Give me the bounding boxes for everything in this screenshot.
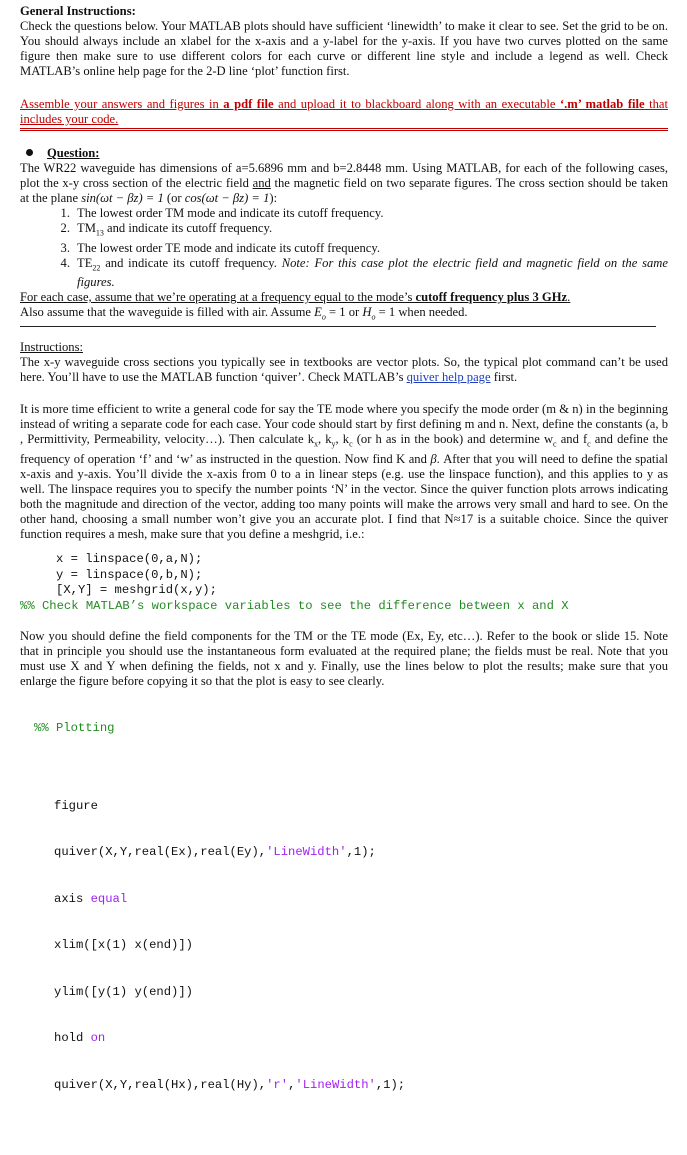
intro-text-2: the magnetic field on two separate figures. The cross section should be taken at the plane (20, 176, 668, 205)
intro-eq-sin: sin(ωt − βz) = 1 (81, 191, 164, 205)
code-line (54, 845, 668, 861)
intro-text-4: ): (269, 191, 278, 205)
method-text-h: . After that you will need to define the spatial x-axis and y-axis. You’ll divide the x-axis from 0 to a in linear steps (e.g. use the linspace function), and this applies to y as well. The linspace requires you to specify the number points ‘N’ in the vector. Since the quiver function plots arrows indicating both the magnitude and direction of the vector, adding too many points will make the arrows very small and hard to see. On the other hand, choosing a small number won’t give you an accurate plot. I find that N≈17 is a suitable choice. Since the quiver function requires a mesh, make sure that you define a meshgrid, i.e.: (20, 451, 669, 541)
code-token: quiver(X,Y,real(Ex),real(Ey), (54, 845, 267, 859)
air-note (20, 305, 668, 325)
general-section (20, 4, 668, 79)
method-section (20, 402, 668, 542)
assemble-pdf: a pdf file (223, 97, 274, 111)
sub-y: y (331, 439, 336, 449)
air-or: or (345, 305, 363, 320)
frequency-note (20, 290, 668, 305)
code-line: xlim([x(1) x(end)]) (54, 938, 193, 952)
code-token: hold (54, 1031, 91, 1045)
code-block-plotting (34, 690, 668, 1155)
method-paragraph (20, 402, 668, 542)
freq-text-3: . (567, 290, 571, 305)
sub-x: x (314, 439, 319, 449)
intro-text-3: (or (163, 191, 185, 205)
code-string: 'r' (266, 1077, 289, 1092)
instructions-heading: Instructions: (20, 340, 83, 354)
code-block-meshgrid (56, 552, 668, 599)
assemble-text-1: Assemble your answers and figures in (20, 97, 224, 111)
question-title: Question: (47, 146, 100, 160)
quiver-text-2: first. (490, 370, 518, 384)
question-section (20, 146, 668, 327)
question-title-row (20, 146, 668, 161)
method-text-c: , k (335, 432, 350, 446)
list-item (20, 241, 668, 256)
quiver-help-link[interactable]: quiver help page (406, 370, 491, 384)
code-comment: %% Check MATLAB’s workspace variables to see the difference between x and X (20, 599, 569, 613)
code-line: %% Plotting (34, 721, 115, 735)
assemble-note (20, 97, 668, 127)
code-line: [X,Y] = meshgrid(x,y); (56, 583, 217, 597)
freq-text-1: For each case, assume that we’re operating at a frequency equal to the mode’s (20, 290, 416, 305)
list-item (20, 256, 668, 291)
code-token: , (288, 1077, 296, 1092)
fields-paragraph: Now you should define the field components for the TM or the TE mode (Ex, Ey, etc…). Refer to the book or slide 15. Note that in principle you should use the instantaneous form evaluated at the required plane; the fields must be real. Note that you must use X and Y when defining the fields, not x and y. Finally, use the lines below to plot the results; make sure that you enlarge the figure before copying it so that the plot is easy to see clearly. (20, 629, 668, 688)
sub-c: c (553, 439, 557, 449)
code-token: ,1); (375, 1077, 406, 1092)
item-text (77, 256, 668, 291)
item-number: 2. (60, 221, 70, 235)
method-text-a: It is more time efficient to write a general code for say the TE mode where you specify the mode order (m & n) in the beginning instead of writing a separate code for each case. Your code should start by first defining m and n. Next, define the constants (a, b , Permittivity, Permeability, velocity…). Then calculate k (20, 402, 668, 446)
bullet-icon (26, 149, 33, 156)
eq-eo-symbol: E (314, 305, 322, 320)
assemble-text-5: that includes your code. (20, 97, 668, 126)
method-text-f: and define the frequency of operation ‘f’ and ‘w’ as instructed in the question. Now find K and (20, 432, 668, 466)
general-heading: General Instructions: (20, 4, 136, 18)
assemble-section (20, 97, 668, 131)
instructions-section (20, 340, 668, 385)
code-token: quiver(X,Y,real(Hx),real(Hy), (54, 1077, 267, 1092)
intro-eq-cos: cos(ωt − βz) = 1 (184, 191, 270, 205)
air-text-2: when needed. (395, 305, 468, 320)
cases-list (20, 206, 668, 290)
mode-label: TE (77, 255, 93, 270)
code-line: y = linspace(0,b,N); (56, 567, 203, 582)
air-text-1: Also assume that the waveguide is filled with air. Assume (20, 305, 315, 320)
assemble-divider (20, 128, 668, 131)
code-line (54, 892, 668, 908)
assemble-text-3: and upload it to blackboard along with an executable (273, 97, 560, 111)
method-text-e: and f (556, 432, 588, 446)
item-text: The lowest order TM mode and indicate its cutoff frequency. (77, 206, 384, 220)
sub-c: c (587, 439, 591, 449)
code-line (54, 1031, 668, 1047)
sub-c: c (349, 439, 353, 449)
intro-and: and (252, 176, 271, 190)
mode-subscript: 13 (95, 228, 104, 238)
quiver-text-1: The x-y waveguide cross sections you typically see in textbooks are vector plots. So, the typical plot command can’t be used here. You’ll have to use the MATLAB function ‘quiver’. Check MATLAB’s (20, 355, 668, 384)
code-token: axis (54, 891, 91, 906)
item-number: 4. (60, 255, 70, 270)
method-text-d: (or h as in the book) and determine w (352, 432, 554, 446)
question-divider (20, 326, 656, 327)
code-line: figure (54, 798, 98, 813)
eq-eo (314, 305, 326, 322)
beta-symbol: β (430, 451, 437, 466)
eq-ho-sub: o (371, 312, 376, 322)
code-token: ,1); (346, 845, 376, 859)
eq-ho (362, 305, 376, 322)
code-line: x = linspace(0,a,N); (56, 552, 203, 566)
code-string: equal (90, 891, 128, 906)
item-note: Note: For this case plot the electric field and magnetic field on the same figures. (77, 255, 668, 290)
item-number: 1. (60, 206, 70, 220)
eq-ho-symbol: H (362, 305, 372, 320)
freq-bold: cutoff frequency plus 3 GHz (415, 290, 568, 305)
code-body (34, 768, 668, 1125)
item-number: 3. (60, 240, 70, 255)
item-text-rest: and indicate its cutoff frequency. (100, 255, 282, 270)
list-item (20, 206, 668, 221)
eq-eo-rhs: = 1 (325, 305, 346, 320)
eq-eo-sub: o (321, 312, 326, 322)
method-text-b: , k (318, 432, 332, 446)
general-paragraph: Check the questions below. Your MATLAB plots should have sufficient ‘linewidth’ to make it clear to see. Set the grid to be on. You should always include an xlabel for the x-axis and a y-label for the y-axis. If you have two curves plotted on the same figure then make sure to use different colors for each curve or different line style and include a legend as well. Check MATLAB’s online help page for the 2-D line ‘plot’ function first. (20, 19, 668, 78)
code-line (54, 1078, 668, 1094)
code-string: 'LineWidth' (266, 845, 347, 859)
quiver-paragraph (20, 355, 668, 385)
eq-ho-rhs: = 1 (375, 305, 396, 320)
code-string: on (90, 1031, 106, 1045)
assemble-mfile: ‘.m’ matlab file (559, 97, 645, 111)
intro-text-1: The WR22 waveguide has dimensions of a=5.6896 mm and b=2.8448 mm. Using MATLAB, for each of the following cases, plot the x-y cross section of the electric field (20, 161, 668, 190)
fields-section (20, 629, 668, 689)
item-text-rest: and indicate its cutoff frequency. (103, 221, 273, 235)
mode-label: TM (77, 221, 96, 235)
list-item (20, 221, 668, 241)
mode-subscript: 22 (92, 263, 101, 273)
item-text: The lowest order TE mode and indicate its cutoff frequency. (77, 240, 380, 255)
item-text (77, 221, 668, 241)
code-line: ylim([y(1) y(end)]) (54, 984, 193, 999)
question-intro (20, 161, 668, 206)
code-string: 'LineWidth' (295, 1077, 376, 1092)
